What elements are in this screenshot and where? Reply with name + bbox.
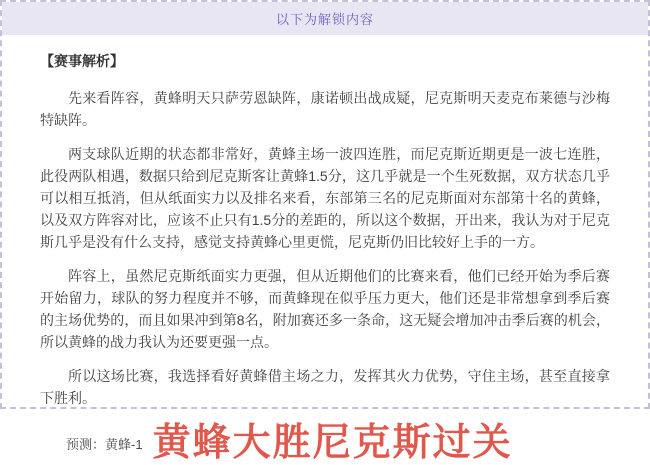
analysis-paragraph-lineups: 先来看阵容，黄蜂明天只萨劳恩缺阵，康诺顿出战成疑，尼克斯明天麦克布莱德与沙梅特缺阵。 xyxy=(40,90,610,128)
analysis-paragraph-form-and-line: 两支球队近期的状态都非常好，黄蜂主场一波四连胜，而尼克斯近期更是一波七连胜，此役两队相遇，数据只给到尼克斯客让黄蜂1.5分，这几乎就是一个生死数据，双方状态几乎可以相互抵消，但从纸面实力以及排名来看，东部第三名的尼克斯面对东部第十名的黄蜂，以及双方阵容对比，应该不止只有1.5分的差距的，所以这个数据，开出来，我认为对于尼克斯几乎是没有什么支持，感觉支持黄蜂心里更慌，尼克斯仍旧比较好上手的一方。 xyxy=(40,146,610,250)
analysis-content xyxy=(2,35,648,465)
unlock-header-bar xyxy=(2,2,648,35)
unlock-header-title: 以下为解锁内容 xyxy=(275,12,374,27)
analysis-paragraph-motivation: 阵容上，虽然尼克斯纸面实力更强，但从近期他们的比赛来看，他们已经开始为季后赛开始留力，球队的努力程度并不够，而黄蜂现在似乎压力更大，他们还是非常想拿到季后赛的主场优势的，而且如果冲到第8名，附加赛还多一条命，这无疑会增加冲击季后赛的机会，所以黄蜂的战力我认为还要更强一点。 xyxy=(40,268,610,350)
prediction-pick: 黄蜂-1 xyxy=(105,436,143,452)
analysis-paragraph-conclusion: 所以这场比赛，我选择看好黄蜂借主场之力，发挥其火力优势，守住主场，甚至直接拿下胜利。 xyxy=(40,368,610,406)
prediction-label: 预测： xyxy=(66,436,106,452)
section-title: 【赛事解析】 xyxy=(40,53,124,69)
prediction-row xyxy=(40,421,610,465)
prediction-headline: 黄蜂大胜尼克斯过关 xyxy=(152,422,513,464)
